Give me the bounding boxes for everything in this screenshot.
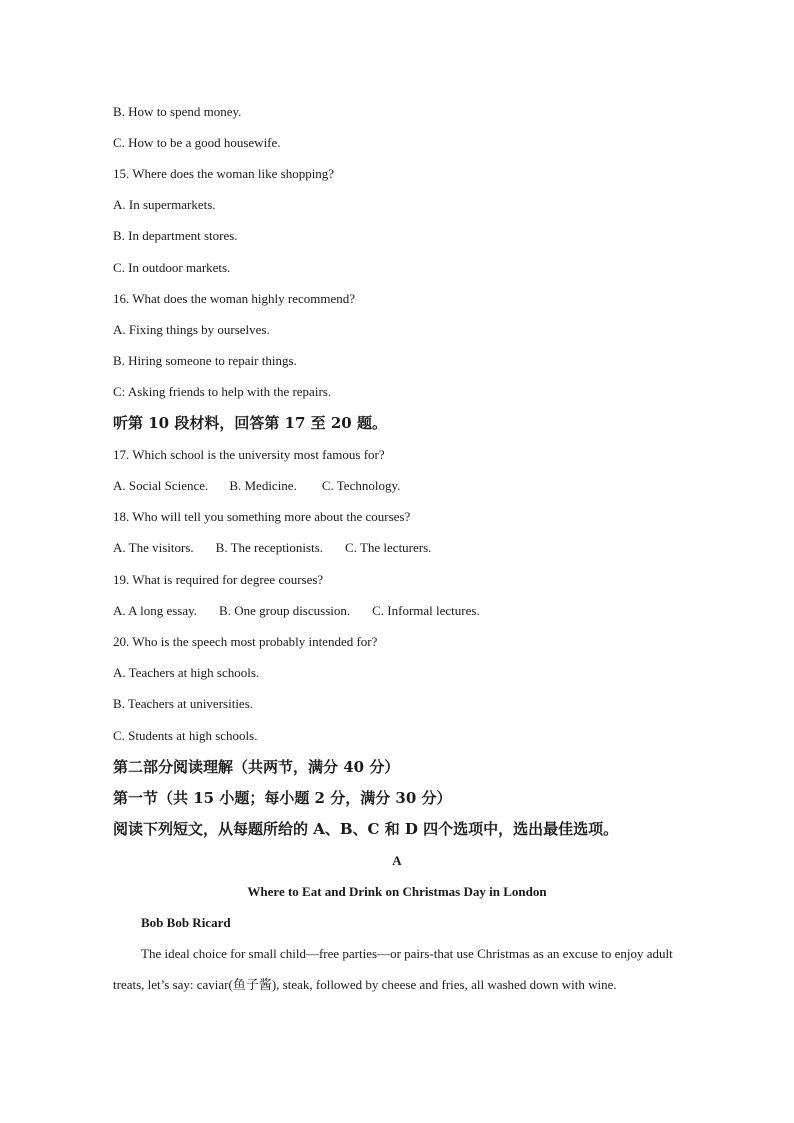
q18-option-c: C. The lecturers. <box>345 540 432 555</box>
reading-instruction: 阅读下列短文，从每题所给的 A、B、C 和 D 四个选项中，选出最佳选项。 <box>113 820 619 838</box>
question-17: 17. Which school is the university most famous for? <box>113 447 385 462</box>
question-16: 16. What does the woman highly recommend? <box>113 291 356 306</box>
question-15: 15. Where does the woman like shopping? <box>113 166 335 181</box>
q18-options <box>113 540 431 556</box>
question-18: 18. Who will tell you something more about the courses? <box>113 509 411 524</box>
part-2-heading: 第二部分阅读理解（共两节，满分 40 分） <box>113 758 400 776</box>
q16-option-c: C: Asking friends to help with the repairs. <box>113 384 332 399</box>
q17-option-c: C. Technology. <box>321 478 401 493</box>
q20-option-b: B. Teachers at universities. <box>113 696 254 711</box>
q14-option-b: B. How to spend money. <box>113 104 242 119</box>
q19-option-c: C. Informal lectures. <box>372 603 480 618</box>
q15-option-a: A. In supermarkets. <box>113 197 216 212</box>
q16-option-a: A. Fixing things by ourselves. <box>113 322 270 337</box>
q20-option-c: C. Students at high schools. <box>113 728 258 743</box>
q17-options <box>113 478 400 494</box>
q15-option-c: C. In outdoor markets. <box>113 260 231 275</box>
q17-option-a: A. Social Science. <box>113 478 209 493</box>
q20-option-a: A. Teachers at high schools. <box>113 665 260 680</box>
section-1-heading: 第一节（共 15 小题；每小题 2 分，满分 30 分） <box>113 789 452 807</box>
q16-option-b: B. Hiring someone to repair things. <box>113 353 297 368</box>
q17-option-b: B. Medicine. <box>229 478 297 493</box>
q18-option-b: B. The receptionists. <box>215 540 324 555</box>
passage-title: Where to Eat and Drink on Christmas Day in London <box>247 884 547 899</box>
question-20: 20. Who is the speech most probably intended for? <box>113 634 378 649</box>
q15-option-b: B. In department stores. <box>113 228 238 243</box>
q19-option-b: B. One group discussion. <box>219 603 351 618</box>
q14-option-c: C. How to be a good housewife. <box>113 135 281 150</box>
section-heading-10: 听第 10 段材料，回答第 17 至 20 题。 <box>113 414 387 432</box>
question-19: 19. What is required for degree courses? <box>113 572 324 587</box>
q19-option-a: A. A long essay. <box>113 603 198 618</box>
q19-options <box>113 603 480 619</box>
passage-subheading: Bob Bob Ricard <box>141 915 231 930</box>
passage-paragraph: The ideal choice for small child—free parties—or pairs-that use Christmas as an excuse to enjoy adult treats, let’s say: caviar(鱼子酱), steak, followed by cheese and fries, all washed down with wine. <box>113 946 673 992</box>
passage-letter: A <box>392 853 402 868</box>
q18-option-a: A. The visitors. <box>113 540 194 555</box>
